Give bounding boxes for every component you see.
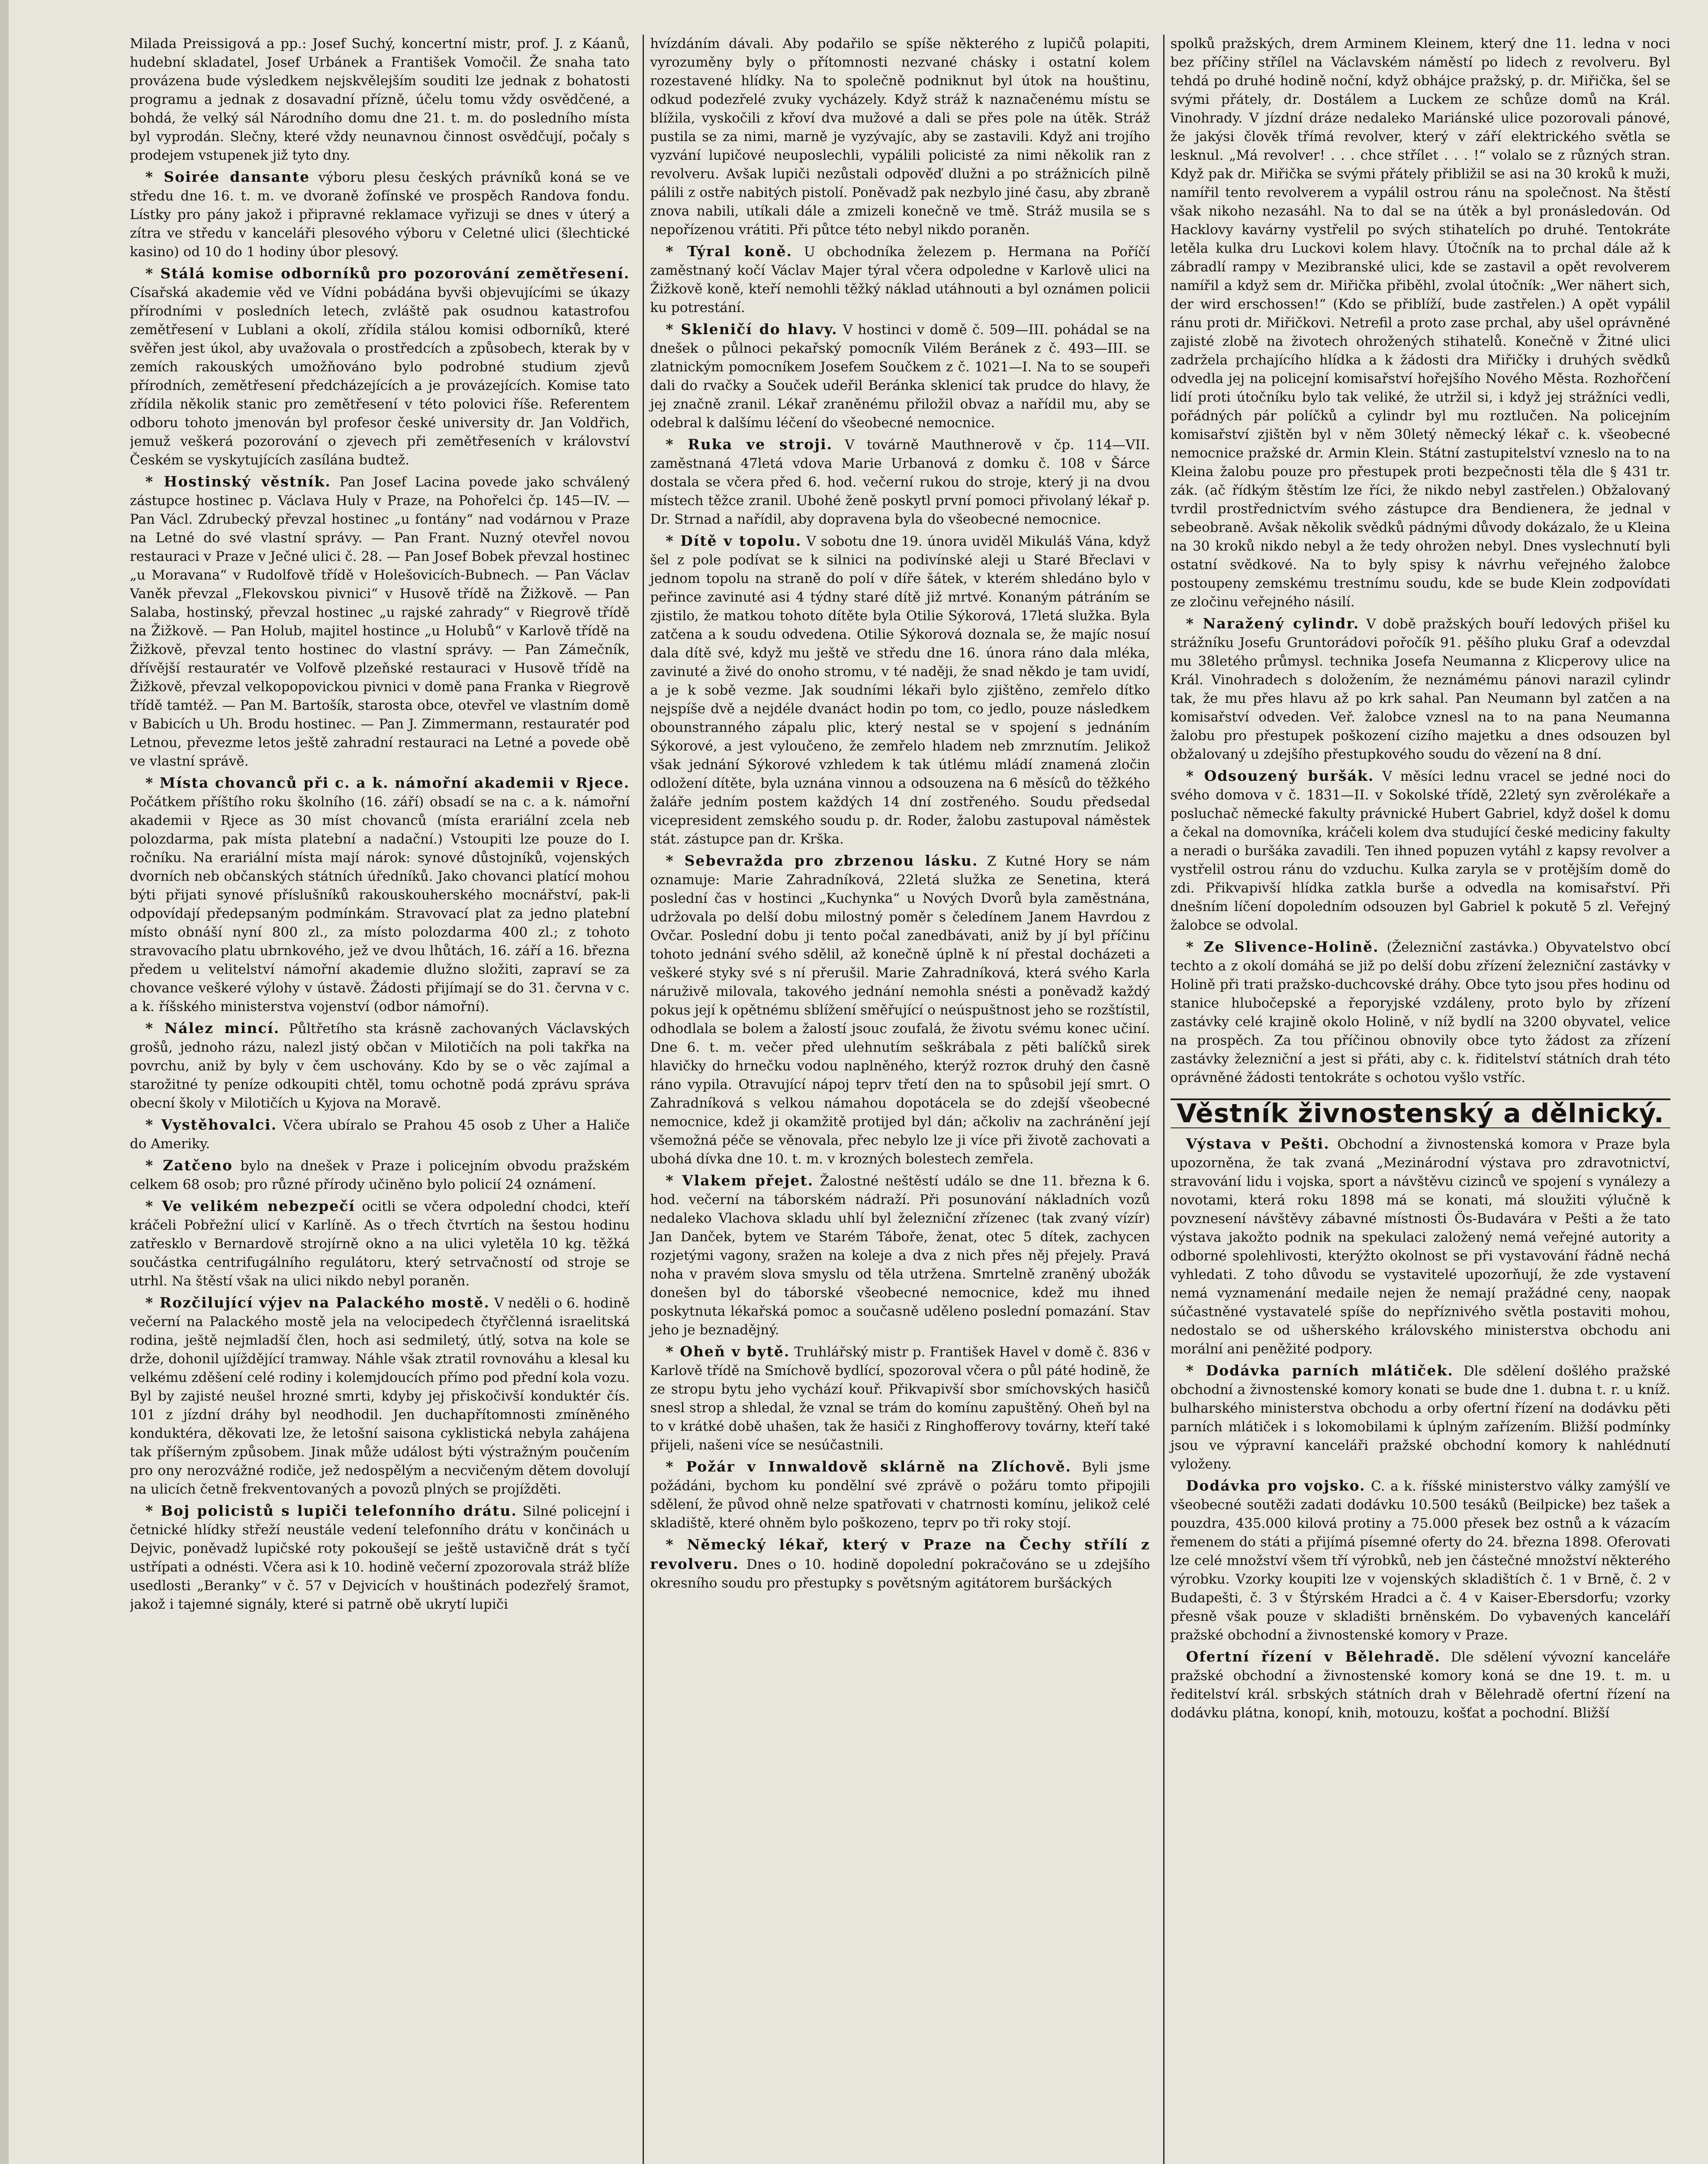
article-paragraph: [1171, 1476, 1670, 1645]
section-heading: Věstník živnostenský a dělnický.: [1171, 1098, 1670, 1128]
article-heading: * Odsouzený buršák.: [1186, 767, 1374, 784]
article-text: Truhlářský mistr p. František Havel v domě č. 836 v Karlově třídě na Smíchově bydlící, spozoroval včera o půl páté hodině, že ze stropu bytu jeho vychází kouř. Přikvapivší sbor smíchovských hasičů snesl strop a shledal, že vznal se trám do komínu zapuštěný. Oheň byl na to v krátké době uhašen, tak že hasiči z Ringhofferovy továrny, kteří také přijeli, našeni více se nesúčastnili.: [650, 1344, 1150, 1453]
article-text: Dle sdělení vývozní kanceláře pražské obchodní a živnostenské komory koná se dne 19. t. m. u ředitelství král. srbských státních drah v Bělehradě ofertní řízení na dodávku plátna, konopí, knih, motouzu, košťat a pochodní. Bližší: [1170, 1649, 1670, 1721]
article-text: spolků pražských, drem Arminem Kleinem, který dne 11. ledna v noci bez příčiny střílel na Václavském náměstí po lidech z revolveru. Byl tehdá po druhé hodině noční, když obhájce pražský, p. dr. Miřička, šel se svými přátely, dr. Dostálem a Luckem ze schůze domů na Král. Vinohrady. V jízdní dráze nedaleko Mariánské ulice pozorovali pánové, že jakýsi člověk třímá revolver, který v září elektrického světla se lesknul. „Má revolver! . . . chce střílet . . . !“ volalo se z různých stran. Když pak dr. Miřička se svými přátely přibližil se asi na 30 kroků k muži, namířil tento revolverem a vypálil ostrou ránu na společnost. Na štěstí však nikoho nezasáhl. Na to dal se na útěk a byl pronásledován. Od Hacklovy kavárny vystřelil po svých stihatelích po druhé. Tentokráte letěla kulka dru Luckovi kolem hlavy. Útočník na to prchal dále až k zábradlí rampy v Mezibranské ulici, kde se zastavil a opět revolverem namířil a když sem dr. Miřička přiběhl, zvolal útočník: „Wer nähert sich, der wird erschossen!“ (Kdo se přiblíží, bude zastřelen.) A opět vypálil ránu proti dr. Miřičkovi. Netrefil a proto zase prchal, aby ušel oprávněné zajisté zlobě na životech ohrožených stihatelů. Konečně v Žitné ulici zadržela prchajícího hlídka a k žádosti dra Miřičky i druhých svědků odvedla jej na policejní komisařství hořejšího Nového Města. Rozhořčení lidí proti útočníku bylo tak veliké, že utržil si, i když jej strážníci vedli, pořádných pár políčků a cylindr byl mu roztlučen. Na policejním komisařství zjištěn byl v něm 30letý německý lékař c. k. všeobecné nemocnice pražské dr. Armin Klein. Státní zastupitelství vzneslo na to na Kleina žalobu pouze pro přestupek proti bezpečnosti těla dle § 431 tr. zák. (ač řídkým štěstím lze říci, že nikdo nebyl zastřelen.) Obžalovaný tvrdil prostřednictvím svého zástupce dra Bendienera, že jednal v sebeobraně. Avšak několik svědků pádnými důvody dokázalo, že u Kleina na 30 kroků nikdo nebyl a že tedy ohrožen nebyl. Dnes vyslechnutí byli ostatní svědkové. Na to byly spisy k návrhu veřejného žalobce postoupeny zemskému trestnímu soudu, kde se bude Klein zodpovídati ze zločinu veřejného násilí.: [1170, 36, 1670, 610]
article-text: U obchodníka železem p. Hermana na Poříčí zaměstnaný kočí Václav Majer týral včera odpoledne v Karlově ulici na Žižkově koně, kteří nemohli těžký náklad utáhnouti a byl oznámen policii ku potrestání.: [650, 244, 1150, 316]
article-paragraph: [1171, 1134, 1670, 1359]
article-text: Obchodní a živnostenská komora v Praze byla upozorněna, že tak zvaná „Mezinárodní výstava pro zdravotnictví, stravování lidu i vojska, sport a návštěvu cizinců ve spojení s vynálezy a novotami, která roku 1898 má se konati, má sloužiti výlučně k povznesení návštěvy zábavné místnosti Ös-Budavára v Pešti a že tato výstava jakožto podnik na spekulaci založený nemá veřejné autority a odborné spolehlivosti, kterýžto okolnost se při vystavování řádně nechá vyhledati. Z toho důvodu se vystavitelé upozorňují, že zde vystavení nemá vyznamenání medaile nejen že nemají pražádné ceny, naopak súčastněné vystavatelé spíše do nepříznivého světla postaviti mohou, nedostalo se od ušherského královského ministerstva obchodu ani morální ani peněžité podpory.: [1170, 1137, 1670, 1357]
article-paragraph: [1171, 937, 1670, 1087]
article-text: hvízdáním dávali. Aby podařilo se spíše některého z lupičů polapiti, vyrozuměny byly o přítomnosti nezvané chásky i ostatní kolem rozestavené hlídky. Na to společně podniknut byl útok na houštinu, odkud podezřelé zvuky vycházely. Když stráž k naznačenému místu se blížila, vyskočili z křoví dva mužové a dali se přes pole na útěk. Stráž pustila se za nimi, marně je vyzývajíc, aby se zastavili. Když ani trojího vyzvání lupičové neuposlechli, vypálili policisté za nimi několik ran z revolveru. Avšak lupiči nezůstali odpověď dlužni a po strážnicích pilně pálili z ostře nabitých pistolí. Poněvadž pak nezbylo jiné času, aby zbraně znova nabili, utíkali dále a zmizeli konečně ve tmě. Stráž musila se s nepořízenou vrátiti. Při půtce této nebyl nikdo poraněn.: [650, 36, 1150, 238]
article-paragraph: [130, 1197, 630, 1291]
article-paragraph: [130, 167, 630, 261]
article-text: Dle sdělení došlého pražské obchodní a živnostenské komory konati se bude dne 1. dubna t. r. u kníž. bulharského ministerstva obchodu a orby ofertní řízení na dodávku pěti parních mlátiček i s lokomobilami k úplným zařízením. Bližší podmínky jsou ve výpravní kanceláři pražské obchodní komory k nahlédnutí vyloženy.: [1170, 1363, 1670, 1472]
article-text: V neděli o 6. hodině večerní na Palackého mostě jela na velocipedech čtyřčlenná israelitská rodina, ještě nejmladší člen, hoch asi sedmiletý, útlý, sotva na kole se drže, dohonil ujíždějící tramway. Náhle však ztratil rovnováhu a klesal ku velkému zděšení celé rodiny i kolemjdoucích přímo pod přední kola vozu. Byl by zajisté neušel hrozné smrti, kdyby jej přiskočivší konduktér čís. 101 z jízdní dráhy byl neodhodil. Jen duchapřítomnosti zmíněného konduktéra, děkovati lze, že letošní saisona cyklistická nebyla zahájena tak příšerným způsobem. Jinak může událost býti výstražným poučením pro ony nerozvážné rodiče, jež nedospělým a necvičeným dětem dovolují na ulicích četně frekventovaných a povozů plných se projížděti.: [130, 1295, 630, 1497]
article-text: Silné policejní i četnické hlídky střeží neustále vedení telefonního drátu v končinách u Dejvic, poněvadž lupičské roty pokoušejí se ještě ustavičně drát s tyčí ustřípati a odnésti. Včera asi k 10. hodině večerní zpozorovala stráž blíže usedlosti „Beranky“ v č. 57 v Dejvicích v houštinách podezřelý šramot, jakož i tajemné signály, které si patrně obě ukrytí lupiči: [130, 1504, 630, 1612]
article-text: Žalostné neštěstí událo se dne 11. března k 6. hod. večerní na táborském nádraží. Při posunování nákladních vozů nedaleko Vlachova skladu uhlí byl železniční zřízenec (tak zvaný vízír) Jan Danček, bytem ve Starém Táboře, ženat, otec 5 dítek, zachycen rozjetými vagony, sražen na koleje a dva z nich přes něj přejely. Pravá noha v pravém slova smyslu od těla utržena. Smrtelně zraněný ubožák donešen byl do táborské všeobecné nemocnice, kdež mu ihned poskytnuta lékařská pomoc a současně uděleno poslední pomazání. Stav jeho je beznadějný.: [650, 1173, 1150, 1338]
article-heading: * Vystěhovalci.: [145, 1116, 277, 1133]
article-heading: * Hostinský věstník.: [145, 473, 331, 490]
article-heading: * Ruka ve stroji.: [666, 436, 833, 453]
article-heading: * Vlakem přejet.: [666, 1172, 814, 1189]
article-heading: * Soirée dansante: [145, 168, 310, 185]
article-heading: * Ze Slivence-Holině.: [1186, 938, 1379, 955]
article-text: Byli jsme požádáni, bychom ku pondělní své zprávě o požáru tomto připojili sdělení, že původ ohně nelze spatřovati v chatrnosti komínu, jelikož celé skladiště, které ohněm bylo poškozeno, teprv po tři roky stojí.: [650, 1459, 1150, 1531]
article-paragraph: [130, 1156, 630, 1194]
article-heading: Ofertní řízení v Bělehradě.: [1186, 1648, 1441, 1665]
article-heading: * Nález mincí.: [145, 1020, 280, 1037]
article-text: Včera ubíralo se Prahou 45 osob z Uher a Haliče do Ameriky.: [130, 1117, 630, 1152]
article-heading: * Dodávka parních mlátiček.: [1186, 1362, 1454, 1379]
article-heading: * Skleničí do hlavy.: [666, 321, 838, 338]
article-text: Počátkem příštího roku školního (16. září) obsadí se na c. a k. námořní akademii v Rjece as 30 míst chovanců (místa erariální zcela neb polozdarma, pak místa platební a nadační.) Vstoupiti lze pouze do I. ročníku. Na erariální místa mají nárok: synové důstojníků, vojenských dvorních neb občanských státních úředníků. Jako chovanci platící mohou býti přijati synové příslušníků rakouskouherského mocnářství, pak-li odpovídají předepsaným podmínkám. Stravovací plat za jedno platební místo obnáší nyní 800 zl., za místo polozdarma 400 zl.; z tohoto stravovacího platu ubrnkového, jež ve dvou lhůtách, 16. září a 16. března předem u velitelství námořní akademie dlužno složiti, zapraví se za chovance veškeré výlohy v ústavě. Žádosti přijímají se do 31. června v c. a k. říšského ministerstva vojenství (odbor námořní).: [130, 794, 630, 1014]
article-paragraph: [650, 320, 1150, 432]
article-text: Milada Preissigová a pp.: Josef Suchý, koncertní mistr, prof. J. z Káanů, hudební skladatel, Josef Urbánek a František Vomočil. Že snaha tato provázena bude výsledkem nejskvělejším souditi lze jednak z bohatosti programu a jednak z dosavadní přízně, účelu tomu vždy osvědčené, a bohdá, že velký sál Národního domu dne 21. t. m. do posledního místa byl vyprodán. Slečny, které vždy neunavnou činnost osvědčují, počaly s prodejem vstupenek již tyto dny.: [130, 36, 630, 163]
article-text: V továrně Mauthnerově v čp. 114—VII. zaměstnaná 47letá vdova Marie Urbanová z domku č. 108 v Šárce dostala se včera před 6. hod. večerní rukou do stroje, který ji na dvou místech těžce zranil. Ubohé ženě poskytl první pomoci přivolaný lékař p. Dr. Strnad a nařídil, aby dopravena byla do všeobecné nemocnice.: [650, 437, 1150, 527]
article-text: V sobotu dne 19. února uviděl Mikuláš Vána, když šel z pole podívat se k silnici na podivínské aleji u Staré Břeclavi v jednom topolu na straně do polí v díře šátek, v kterém shledáno bylo v peřince zavinuté asi 4 týdny staré dítě již mrtvé. Konaným pátráním se zjistilo, že matkou tohoto dítěte byla Otilie Sýkorová, 17letá služka. Byla zatčena a k soudu odvedena. Otilie Sýkorová doznala se, že majíc nosuí dala dítě své, když mu ještě ve středu dne 16. února ráno dala mléka, zavinuté a živé do onoho stromu, v té naději, že snad někdo je tam uvidí, a je k sobě vezme. Jak soudními lékaři bylo zjištěno, zemřelo dítko nejspíše dvě a nejdéle dvanáct hodin po tom, co jedlo, pouze následkem obounstranného zápalu plic, který nestal se v spojení s jednáním Sýkorové, a jest vyloučeno, že zemřelo hladem neb zmrznutím. Jelikož však jednání Sýkorové vzhledem k tak útlému mládí znamená zločin odložení dítěte, byla uznána vinnou a odsouzena na 6 měsíců do těžkého žaláře jedním postem každých 14 dní zostřeného. Soudu předsedal vicepresident zemského soudu p. dr. Roder, žalobu zastupoval náměstek stát. zástupce pan dr. Krška.: [650, 534, 1150, 847]
article-text: (Železniční zastávka.) Obyvatelstvo obcí techto a z okolí domáhá se již po delší dobu zřízení železniční zastávky v Holině při trati pražsko-duchcovské dráhy. Obce tyto jsou přes hodinu od stanice hlubočepské a řeporyjské vzdáleny, proto bylo by zřízení zastávky celé krajině okolo Holině, v níž bydlí na 3200 obyvatel, velice na prospěch. Za tou příčinou obnovily obce tyto žádost za zřízení zastávky železniční a jest si přáti, aby c. k. řiditelství státních drah této oprávněné žádosti tentokráte s ochotou vyšlo vstříc.: [1170, 940, 1670, 1085]
article-heading: * Zatčeno: [145, 1157, 233, 1174]
article-heading: * Požár v Innwaldově sklárně na Zlíchově.: [666, 1458, 1071, 1475]
article-heading: * Sebevražda pro zbrzenou lásku.: [666, 852, 978, 869]
article-text: V době pražských bouří ledových přišel ku strážníku Josefu Gruntorádovi pořočík 91. pěšího pluku Graf a odevzdal mu 38letého průmysl. technika Josefa Neumanna z Klicperovy ulice na Král. Vinohradech s doložením, že neznámému pánovi narazil cylindr tak, že mu přes hlavu až po krk sahal. Pan Neumann byl zatčen a na komisařství odveden. Veř. žalobce vznesl na to na pana Neumanna žalobu pro přestupek poškození cizího majetku a dnes odsouzen byl obžalovaný u zdejšího přestupkového soudu do vězení na 8 dní.: [1170, 616, 1670, 762]
article-paragraph: [650, 1342, 1150, 1455]
article-text: V hostinci v domě č. 509—III. pohádal se na dnešek o půlnoci pekařský pomocník Vilém Beránek z č. 493—III. se zlatnickým pomocníkem Josefem Součkem z č. 1021—I. Na to se soupeři dali do rvačky a Souček udeřil Beránka sklenicí tak prudce do hlavy, že jej značně zranil. Lékař zraněnému přiložil obvaz a nařídil mu, aby se odebral k dalšímu léčení do všeobecné nemocnice.: [650, 322, 1150, 431]
article-paragraph: [650, 851, 1150, 1169]
article-paragraph: [1171, 1647, 1670, 1723]
article-text: Pan Josef Lacina povede jako schválený zástupce hostinec p. Václava Huly v Praze, na Pohořelci čp. 145—IV. — Pan Václ. Zdrubecký převzal hostinec „u fontány“ nad vodárnou v Praze na Letné do své vlastní správy. — Pan Frant. Nuzný otevřel novou restauraci v Praze v Ječné ulici č. 28. — Pan Josef Bobek převzal hostinec „u Moravana“ v Rudolfově třídě v Holešovicích-Bubnech. — Pan Václav Vaněk převzal „Flekovskou pivnici“ v Husově třídě na Žižkově. — Pan Salaba, hostinský, převzal hostinec „u rajské zahrady“ v Riegrově třídě na Žižkově. — Pan Holub, majitel hostince „u Holubů“ v Karlově třídě na Žižkově, převzal tento hostinec do vlastní správy. — Pan Zámečník, dřívější restauratér ve Volfově plzeňské restauraci v Husově třídě na Žižkově, převzal velkopopovickou pivnici v domě pana Franka v Riegrově třídě tamtéž. — Pan M. Bartošík, starosta obce, otevřel ve vlastním domě v Babicích u Uh. Brodu hostinec. — Pan J. Zimmermann, restauratér pod Letnou, převezme letos ještě zahradní restauraci na Letné a povede obě ve vlastní správě.: [130, 474, 630, 769]
article-paragraph: [130, 264, 630, 470]
article-paragraph: [130, 35, 630, 165]
article-paragraph: [650, 1535, 1150, 1593]
article-heading: * Dítě v topolu.: [666, 532, 802, 549]
article-paragraph: [130, 1115, 630, 1153]
article-heading: Výstava v Pešti.: [1186, 1135, 1330, 1152]
article-heading: * Německý lékař, který v Praze na Čechy střílí z revolveru.: [650, 1536, 1150, 1572]
article-paragraph: [650, 1457, 1150, 1533]
article-text: Císařská akademie věd ve Vídni pobádána byvši objevujícími se úkazy přírodními v posledních letech, zvláště pak osudnou katastrofou zemětřesení v Lublani a okolí, zřídila stálou komisi odborníků, které svěřen jest úkol, aby uvažovala o prostředcích a způsobech, kterak by v zemích rakouských umožňováno bylo podrobné studium zjevů přírodních, zemětřesení předcházejících a je provázejících. Komise tato zřídila několik stanic pro zemětřesení v této polovici říše. Referentem odboru tohoto jmenován byl profesor české university dr. Jan Voldřich, jemuž veškerá pozorování o zjevech při zemětřeseních v království Českém se vyskytujících zasílána budtež.: [130, 285, 630, 468]
column-1: [130, 35, 630, 2164]
article-heading: * Oheň v bytě.: [666, 1343, 790, 1360]
article-heading: * Boj policistů s lupiči telefonního drátu.: [145, 1502, 517, 1519]
article-heading: Dodávka pro vojsko.: [1186, 1477, 1366, 1494]
column-2: [643, 35, 1150, 2164]
article-paragraph: [650, 1171, 1150, 1340]
article-paragraph: [1171, 35, 1670, 612]
article-paragraph: [1171, 766, 1670, 935]
article-text: Z Kutné Hory se nám oznamuje: Marie Zahradníková, 22letá služka ze Senetina, která poslední čas v hostinci „Kuchynka“ u Nových Dvorů byla zaměstnána, udržovala po delší dobu milostný poměr s čeledínem Janem Havrdou z Ovčar. Poslední dobu ji tento počal zanedbávati, aniž by jí byl příčinu tohoto jednání svého sdělil, až konečně úplně k ní přestal docházeti a veškeré styky své s ní přerušil. Marie Zahradníková, která svého Karla náruživě milovala, takového jednání nemohla snésti a poněvadž každý pokus její k opětnému sblížení směřující o neúspuštnost jeho se rozštístil, odhodlala se bolem a žalostí jsouc zoufalá, že životu svému konec učiní. Dne 6. t. m. večer před ulehnutím seškrábala z pěti balíčků sirek hlavičky do hrnečku vodou naplněného, kterýž rozток druhý den časně ráno vypila. Otravující nápoj teprv třetí den na to spůsobil její smrt. O Zahradníková s velkou námahou dopotácela se do zdejší všeobecné nemocnice, kdež ji okamžitě protijed byl dán; ačkoliv na zachránění její všemožná péče se věnovala, přec nebylo lze ji více při životě zachovati a ubohá dívka dne 10. t. m. v krozných bolestech zemřela.: [650, 853, 1150, 1167]
article-text: výboru plesu českých právníků koná se ve středu dne 16. t. m. ve dvoraně žofínské ve prospěch Randova fondu. Lístky pro pány jakož i připravné reklamace vyřizuji se dnes v úterý a zítra ve středu v kanceláři plesového výboru v Celetné ulici (šlechtické kasino) od 10 do 1 hodiny úbor plesový.: [130, 170, 630, 260]
article-paragraph: [130, 773, 630, 1016]
article-heading: * Místa chovanců při c. a k. námořní akademii v Rjece.: [145, 774, 630, 791]
article-paragraph: [130, 1019, 630, 1113]
article-paragraph: [130, 1293, 630, 1499]
article-paragraph: [1171, 1361, 1670, 1474]
article-text: V měsíci lednu vracel se jedné noci do svého domova v č. 1831—II. v Sokolské třídě, 22letý syn zvěrolékaře a posluchač německé fakulty právnické Hubert Gabriel, když došel k domu a čekal na domovníka, kráčeli kolem dva studující české mediciny fakulty a neradi o buršáka zavadili. Ten ihned popuzen vytáhl z kapsy revolver a vystřelil ostrou ránu do vzduchu. Kulka zaryla se v protějším domě do zdi. Přikvapivší hlídka zatkla burše a odvedla na komisařství. Při dnešním líčení dopoledním odsouzen byl Gabriel k pokutě 5 zl. Veřejný žalobce se odvolal.: [1170, 769, 1670, 933]
article-heading: * Rozčilující výjev na Palackého mostě.: [145, 1294, 490, 1311]
article-heading: * Týral koně.: [666, 243, 793, 260]
article-heading: * Naražený cylindr.: [1186, 615, 1360, 632]
article-paragraph: [1171, 614, 1670, 764]
article-text: bylo na dnešek v Praze i policejním obvodu pražském celkem 68 osob; pro různé přírody učiněno bylo policií 24 oznámení.: [130, 1158, 630, 1192]
column-3: [1163, 35, 1670, 2164]
article-paragraph: [650, 435, 1150, 529]
article-paragraph: [650, 35, 1150, 239]
article-text: Dnes o 10. hodině dopolední pokračováno se u zdejšího okresního soudu pro přestupky s povětsným agitátorem buršáckých: [650, 1557, 1150, 1591]
article-paragraph: [650, 531, 1150, 849]
article-paragraph: [130, 1501, 630, 1614]
article-paragraph: [650, 242, 1150, 317]
article-heading: * Ve velikém nebezpečí: [145, 1198, 355, 1214]
page-edge: [0, 0, 9, 2164]
article-text: Půltřetího sta krásně zachovaných Václavských grošů, jednoho rázu, nalezl jistý občan v Milotičích na poli takřka na povrchu, aniž by byly v čem uschovány. Kdo by se o věc zajímal a starožitné ty peníze odkoupiti chtěl, tomu ochotně podá zprávu správa obecní školy v Milotičích u Kyjova na Moravě.: [130, 1021, 630, 1111]
article-text: C. a k. říšské ministerstvo války zamýšlí ve všeobecné soutěži zadati dodávku 10.500 tesáků (Beilpicke) bez tašek a pouzdra, 435.000 kilová protiny a 75.000 přesek bez ostnů a k vázacím řemenem do státi a přijímá písemné oferty do 24. března 1898. Oferovati lze celé množství všem tří výrobků, neb jen částečné množství některého výrobku. Vzorky koupiti lze v vojenských skladištích č. 1 v Brně, č. 2 v Budapešti, č. 3 v Štýrském Hradci a č. 4 v Kaiser-Ebersdorfu; vzorky přesně však pouze v skladišti brněnském. Do vybavených kanceláří pražské obchodní a živnostenské komory v Praze.: [1170, 1478, 1670, 1643]
article-heading: * Stálá komise odborníků pro pozorování zemětřesení.: [145, 265, 630, 282]
article-text: ocitli se včera odpolední chodci, kteří kráčeli Pobřežní ulicí v Karlíně. As o třech čtvrtích na šestou hodinu zatřesklo v Bernardově strojírně okno a na ulici vyletěla 10 kg. těžká součástka centrifugálního regulátoru, který setrvačností od stroje se utrhl. Na štěstí však na ulici nikdo nebyl poraněn.: [130, 1199, 630, 1289]
article-paragraph: [130, 472, 630, 771]
columns: [130, 35, 1670, 2164]
